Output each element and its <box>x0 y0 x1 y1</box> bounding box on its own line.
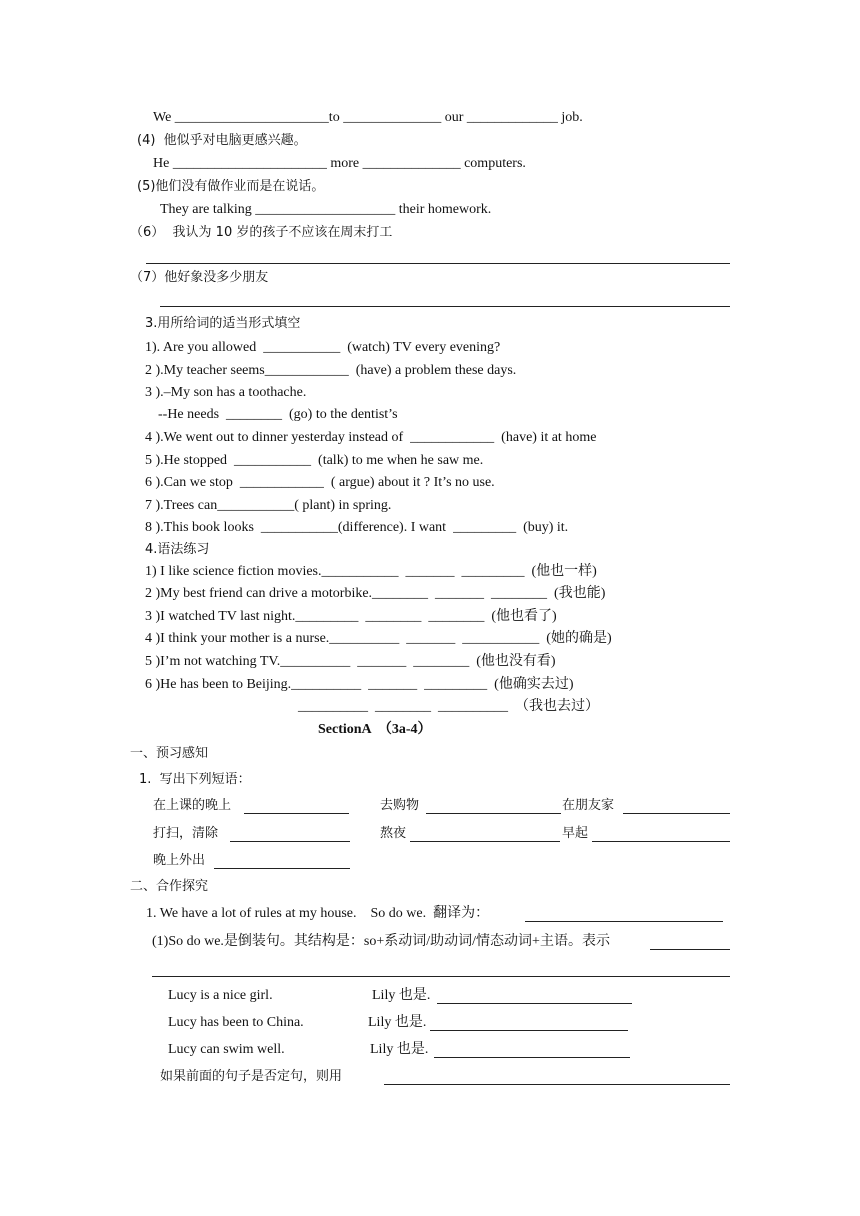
grammar-item-6b: __________ ________ __________ （我也去过） <box>298 699 599 714</box>
fill-item-6: 6 ).Can we stop ____________ ( argue) about it ? It’s no use. <box>145 475 495 490</box>
phrase-7-blank[interactable] <box>214 868 350 869</box>
grammar-item-4: 4 )I think your mother is a nurse.__________ _______ ___________ (她的确是) <box>145 631 612 646</box>
question-5-chinese: (5)他们没有做作业而是在说话。 <box>137 179 325 194</box>
example-2-sentence: Lucy has been to China. <box>168 1015 304 1030</box>
section-4-heading: 4.语法练习 <box>145 542 210 557</box>
example-1-prompt: Lily 也是. <box>372 988 431 1003</box>
part-1-heading: 一、预习感知 <box>130 746 209 761</box>
grammar-item-5: 5 )I’m not watching TV.__________ _______ ________ (他也没有看) <box>145 654 556 669</box>
inversion-explanation: (1)So do we.是倒装句。其结构是：so+系动词/助动词/情态动词+主语。表示 <box>152 934 610 949</box>
question-4-english: He ______________________ more ______________ computers. <box>153 156 526 171</box>
example-3-prompt: Lily 也是. <box>370 1042 429 1057</box>
phrase-2-blank[interactable] <box>426 813 561 814</box>
phrase-1-blank[interactable] <box>244 813 349 814</box>
grammar-item-2: 2 )My best friend can drive a motorbike.________ _______ ________ (我也能) <box>145 586 606 601</box>
section-3-heading: 3.用所给词的适当形式填空 <box>145 316 301 331</box>
answer-line-7[interactable] <box>160 306 730 307</box>
fill-item-5: 5 ).He stopped ___________ (talk) to me when he saw me. <box>145 453 484 468</box>
phrase-2-label: 去购物 <box>380 798 420 813</box>
fill-item-2: 2 ).My teacher seems____________ (have) a problem these days. <box>145 363 517 378</box>
example-1-sentence: Lucy is a nice girl. <box>168 988 273 1003</box>
grammar-item-1: 1) I like science fiction movies.___________ _______ _________ (他也一样) <box>145 564 597 579</box>
negative-rule-prompt: 如果前面的句子是否定句，则用 <box>160 1069 343 1084</box>
example-1-blank[interactable] <box>437 1003 632 1004</box>
question-5-english: They are talking ____________________ their homework. <box>160 202 492 217</box>
fill-item-1: 1). Are you allowed ___________ (watch) TV every evening? <box>145 340 501 355</box>
phrase-6-label: 早起 <box>562 826 589 841</box>
fill-item-8: 8 ).This book looks ___________(difference). I want _________ (buy) it. <box>145 520 569 535</box>
example-3-sentence: Lucy can swim well. <box>168 1042 285 1057</box>
phrase-task-heading: 1. 写出下列短语： <box>139 772 251 787</box>
question-7-chinese: （7）他好象没多少朋友 <box>130 270 269 285</box>
section-title: SectionA （3a-4） <box>318 722 432 737</box>
meaning-blank[interactable] <box>650 949 730 950</box>
phrase-5-label: 熬夜 <box>380 826 407 841</box>
example-2-prompt: Lily 也是. <box>368 1015 427 1030</box>
phrase-4-blank[interactable] <box>230 841 350 842</box>
fill-item-3a: 3 ).–My son has a toothache. <box>145 385 307 400</box>
phrase-7-label: 晚上外出 <box>153 853 206 868</box>
sentence-3-english: We ______________________to ______________ our _____________ job. <box>153 110 583 125</box>
phrase-5-blank[interactable] <box>410 841 560 842</box>
example-2-blank[interactable] <box>430 1030 628 1031</box>
phrase-1-label: 在上课的晚上 <box>153 798 232 813</box>
phrase-6-blank[interactable] <box>592 841 730 842</box>
meaning-blank-line-2[interactable] <box>152 976 730 977</box>
phrase-4-label: 打扫，清除 <box>153 826 219 841</box>
translate-task: 1. We have a lot of rules at my house. So do we. 翻译为： <box>146 906 490 921</box>
translate-blank[interactable] <box>525 921 723 922</box>
part-2-heading: 二、合作探究 <box>130 879 209 894</box>
phrase-3-label: 在朋友家 <box>562 798 615 813</box>
fill-item-3b: --He needs ________ (go) to the dentist’s <box>158 407 398 422</box>
fill-item-7: 7 ).Trees can___________( plant) in spring. <box>145 498 392 513</box>
grammar-item-6: 6 )He has been to Beijing.__________ _______ _________ (他确实去过) <box>145 677 574 692</box>
question-6-chinese: （6） 我认为 10 岁的孩子不应该在周末打工 <box>130 225 393 240</box>
phrase-3-blank[interactable] <box>623 813 730 814</box>
answer-line-6[interactable] <box>146 263 730 264</box>
negative-rule-blank[interactable] <box>384 1084 730 1085</box>
grammar-item-3: 3 )I watched TV last night._________ ________ ________ (他也看了) <box>145 609 557 624</box>
fill-item-4: 4 ).We went out to dinner yesterday instead of ____________ (have) it at home <box>145 430 597 445</box>
example-3-blank[interactable] <box>434 1057 630 1058</box>
question-4-chinese: (4) 他似乎对电脑更感兴趣。 <box>137 133 307 148</box>
